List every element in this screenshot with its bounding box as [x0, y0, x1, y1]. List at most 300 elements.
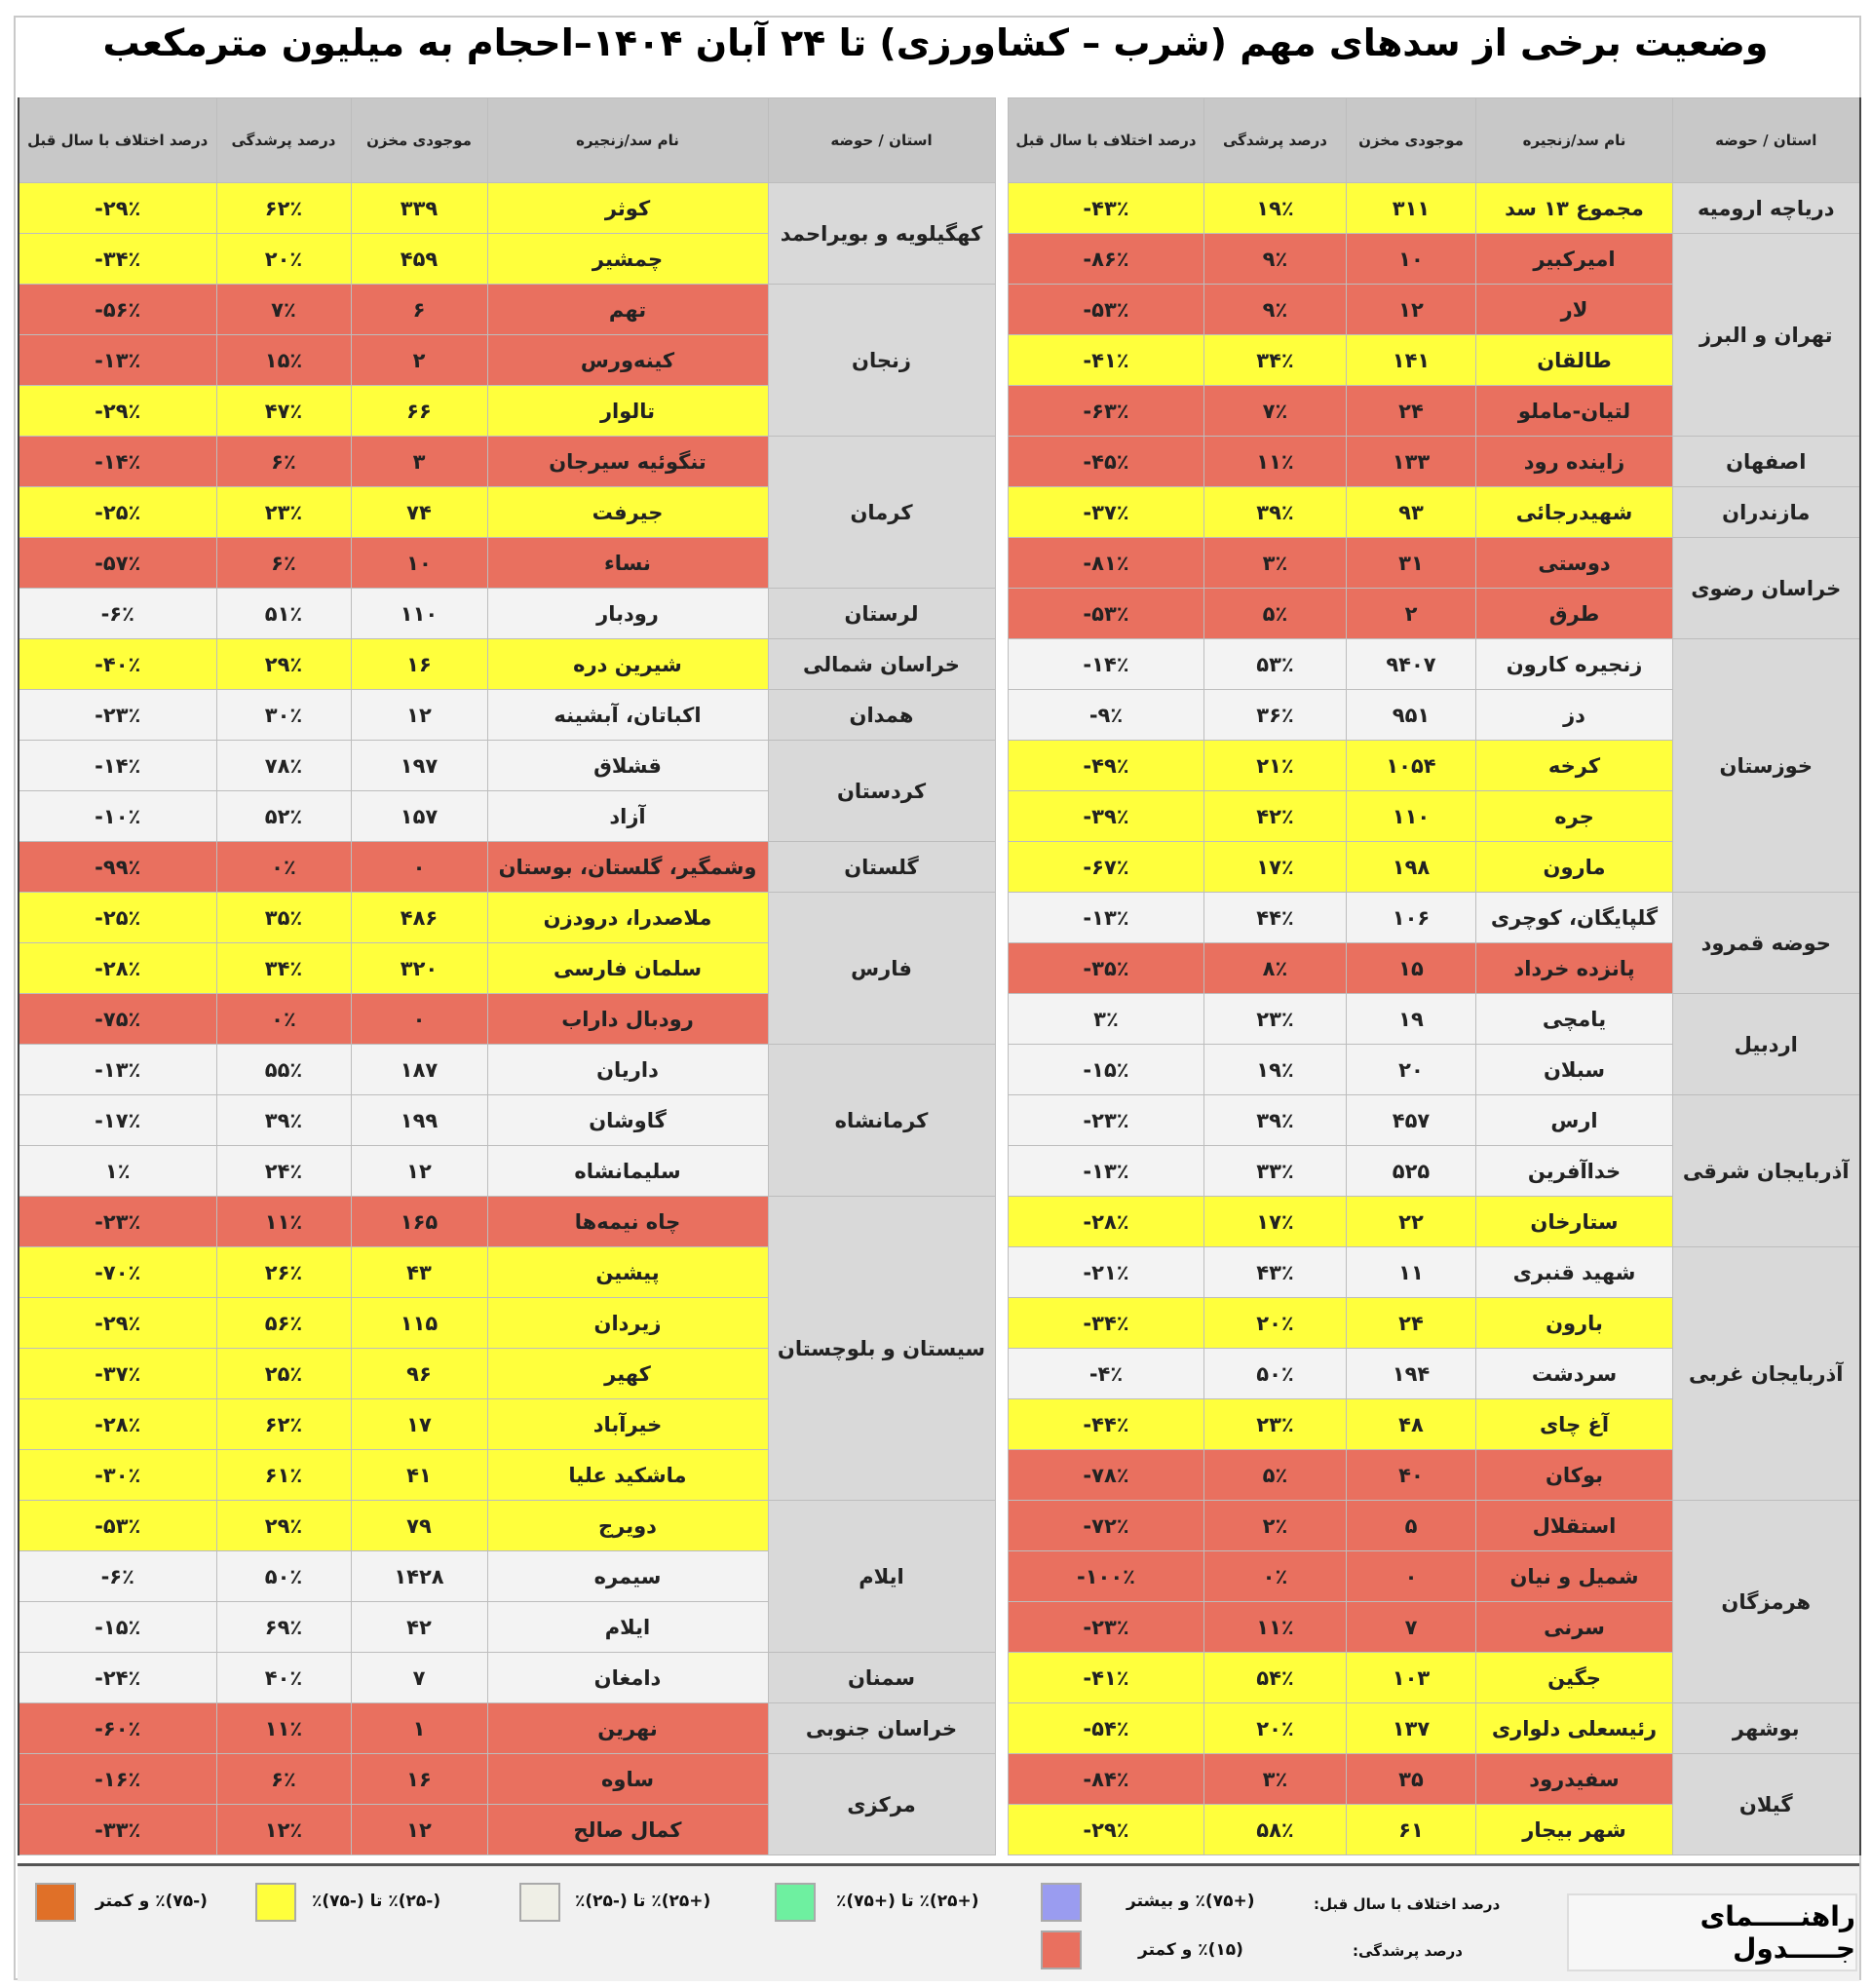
dam-name-cell: دامغان	[487, 1653, 768, 1703]
header-fill: درصد پرشدگی	[216, 98, 351, 183]
fill-percent-cell: ۴۲٪	[1204, 791, 1347, 842]
dam-name-cell: پیشین	[487, 1247, 768, 1298]
stock-cell: ۱۰۵۴	[1347, 741, 1476, 791]
fill-percent-cell: ۲۳٪	[1204, 994, 1347, 1045]
diff-percent-cell: -۱۴٪	[1009, 639, 1204, 690]
stock-cell: ۱۷	[351, 1399, 487, 1450]
header-dam: نام سد/زنجیره	[1476, 98, 1673, 183]
dam-name-cell: اکباتان، آبشینه	[487, 690, 768, 741]
province-cell: بوشهر	[1673, 1703, 1860, 1754]
dam-name-cell: شهید قنبری	[1476, 1247, 1673, 1298]
province-cell: حوضه قمرود	[1673, 893, 1860, 994]
stock-cell: ۴۸۶	[351, 893, 487, 943]
stock-cell: ۱۶۵	[351, 1197, 487, 1247]
diff-percent-cell: -۲۹٪	[19, 183, 216, 234]
diff-percent-cell: -۸۱٪	[1009, 538, 1204, 589]
fill-percent-cell: ۲۰٪	[1204, 1298, 1347, 1349]
province-cell: گلستان	[768, 842, 995, 893]
stock-cell: ۱۲	[351, 1146, 487, 1197]
fill-percent-cell: ۵۰٪	[216, 1551, 351, 1602]
stock-cell: ۱۱۰	[351, 589, 487, 639]
diff-percent-cell: -۷۰٪	[19, 1247, 216, 1298]
fill-percent-cell: ۰٪	[1204, 1551, 1347, 1602]
stock-cell: ۶	[351, 285, 487, 335]
province-cell: اردبیل	[1673, 994, 1860, 1095]
fill-percent-cell: ۳۵٪	[216, 893, 351, 943]
diff-percent-cell: -۵۷٪	[19, 538, 216, 589]
stock-cell: ۰	[1347, 1551, 1476, 1602]
stock-cell: ۱۹	[1347, 994, 1476, 1045]
dam-name-cell: کینه‌ورس	[487, 335, 768, 386]
dam-row	[19, 1045, 995, 1095]
stock-cell: ۲	[351, 335, 487, 386]
dam-name-cell: دویرج	[487, 1501, 768, 1551]
legend-diff-label: درصد اختلاف با سال قبل:	[1314, 1895, 1501, 1913]
dam-name-cell: سیمره	[487, 1551, 768, 1602]
fill-percent-cell: ۵۶٪	[216, 1298, 351, 1349]
dam-name-cell: کوثر	[487, 183, 768, 234]
stock-cell: ۱۳۷	[1347, 1703, 1476, 1754]
dam-row	[1009, 1754, 1860, 1805]
fill-percent-cell: ۱۷٪	[1204, 1197, 1347, 1247]
legend-fill-label: درصد پرشدگی:	[1353, 1942, 1463, 1960]
province-cell: فارس	[768, 893, 995, 1045]
dam-name-cell: رودبال داراب	[487, 994, 768, 1045]
dam-name-cell: لتیان-ماملو	[1476, 386, 1673, 437]
fill-percent-cell: ۲۳٪	[216, 487, 351, 538]
dam-name-cell: یامچی	[1476, 994, 1673, 1045]
stock-cell: ۱۹۴	[1347, 1349, 1476, 1399]
diff-percent-cell: -۳۷٪	[19, 1349, 216, 1399]
dam-name-cell: تهم	[487, 285, 768, 335]
dam-name-cell: شهر بیجار	[1476, 1805, 1673, 1855]
fill-percent-cell: ۵۴٪	[1204, 1653, 1347, 1703]
fill-percent-cell: ۵۰٪	[1204, 1349, 1347, 1399]
dam-name-cell: سردشت	[1476, 1349, 1673, 1399]
dam-name-cell: سلمان فارسی	[487, 943, 768, 994]
province-cell: کهگیلویه و بویراحمد	[768, 183, 995, 285]
fill-percent-cell: ۷٪	[1204, 386, 1347, 437]
diff-percent-cell: -۲۹٪	[19, 386, 216, 437]
dam-name-cell: مارون	[1476, 842, 1673, 893]
diff-percent-cell: -۲۸٪	[1009, 1197, 1204, 1247]
dam-row	[19, 639, 995, 690]
province-cell: خوزستان	[1673, 639, 1860, 893]
stock-cell: ۴۵۹	[351, 234, 487, 285]
diff-percent-cell: -۲۳٪	[19, 1197, 216, 1247]
fill-percent-cell: ۰٪	[216, 994, 351, 1045]
fill-percent-cell: ۲۰٪	[1204, 1703, 1347, 1754]
dam-name-cell: ستارخان	[1476, 1197, 1673, 1247]
diff-percent-cell: -۴۴٪	[1009, 1399, 1204, 1450]
diff-percent-cell: -۴۱٪	[1009, 335, 1204, 386]
fill-percent-cell: ۳٪	[1204, 538, 1347, 589]
fill-percent-cell: ۵۵٪	[216, 1045, 351, 1095]
stock-cell: ۳۱	[1347, 538, 1476, 589]
stock-cell: ۹۴۰۷	[1347, 639, 1476, 690]
dam-row	[1009, 639, 1860, 690]
stock-cell: ۳۳۹	[351, 183, 487, 234]
dam-row	[19, 741, 995, 791]
stock-cell: ۱۰	[351, 538, 487, 589]
stock-cell: ۷۹	[351, 1501, 487, 1551]
dam-row	[19, 437, 995, 487]
stock-cell: ۴۵۷	[1347, 1095, 1476, 1146]
dam-row	[19, 1754, 995, 1805]
fill-percent-cell: ۲۱٪	[1204, 741, 1347, 791]
dam-name-cell: شیرین دره	[487, 639, 768, 690]
dam-name-cell: جیرفت	[487, 487, 768, 538]
diff-percent-cell: -۳۴٪	[19, 234, 216, 285]
dam-name-cell: وشمگیر، گلستان، بوستان	[487, 842, 768, 893]
fill-percent-cell: ۳۶٪	[1204, 690, 1347, 741]
stock-cell: ۰	[351, 842, 487, 893]
dam-row	[1009, 893, 1860, 943]
diff-percent-cell: -۹٪	[1009, 690, 1204, 741]
fill-percent-cell: ۳۴٪	[1204, 335, 1347, 386]
stock-cell: ۱۳۳	[1347, 437, 1476, 487]
fill-percent-cell: ۴۰٪	[216, 1653, 351, 1703]
stock-cell: ۱۱۵	[351, 1298, 487, 1349]
stock-cell: ۱۲	[351, 1805, 487, 1855]
stock-cell: ۱۹۷	[351, 741, 487, 791]
dam-row	[1009, 487, 1860, 538]
fill-percent-cell: ۱۲٪	[216, 1805, 351, 1855]
stock-cell: ۱۴۲۸	[351, 1551, 487, 1602]
header-stock: موجودی مخزن	[1347, 98, 1476, 183]
stock-cell: ۴۳	[351, 1247, 487, 1298]
diff-percent-cell: -۳۹٪	[1009, 791, 1204, 842]
province-cell: همدان	[768, 690, 995, 741]
province-cell: آذربایجان شرقی	[1673, 1095, 1860, 1247]
diff-percent-cell: -۴۱٪	[1009, 1653, 1204, 1703]
dam-name-cell: نساء	[487, 538, 768, 589]
stock-cell: ۱۶	[351, 1754, 487, 1805]
dam-name-cell: زاینده رود	[1476, 437, 1673, 487]
dam-row	[19, 589, 995, 639]
dam-name-cell: استقلال	[1476, 1501, 1673, 1551]
dam-row	[19, 183, 995, 234]
legend-swatch-white	[519, 1883, 560, 1922]
stock-cell: ۲۴	[1347, 1298, 1476, 1349]
province-cell: کردستان	[768, 741, 995, 842]
diff-percent-cell: -۲۸٪	[19, 1399, 216, 1450]
stock-cell: ۲۰	[1347, 1045, 1476, 1095]
stock-cell: ۵	[1347, 1501, 1476, 1551]
dam-name-cell: بوکان	[1476, 1450, 1673, 1501]
diff-percent-cell: ۱٪	[19, 1146, 216, 1197]
dam-name-cell: رودبار	[487, 589, 768, 639]
diff-percent-cell: -۲۵٪	[19, 487, 216, 538]
diff-percent-cell: -۸۴٪	[1009, 1754, 1204, 1805]
dam-name-cell: گاوشان	[487, 1095, 768, 1146]
diff-percent-cell: -۶٪	[19, 589, 216, 639]
dam-name-cell: ایلام	[487, 1602, 768, 1653]
diff-percent-cell: -۷۵٪	[19, 994, 216, 1045]
fill-percent-cell: ۲۹٪	[216, 1501, 351, 1551]
diff-percent-cell: -۶۷٪	[1009, 842, 1204, 893]
fill-percent-cell: ۴۴٪	[1204, 893, 1347, 943]
dam-name-cell: زنجیره کارون	[1476, 639, 1673, 690]
stock-cell: ۹۳	[1347, 487, 1476, 538]
stock-cell: ۰	[351, 994, 487, 1045]
fill-percent-cell: ۱۱٪	[1204, 437, 1347, 487]
header-province: استان / حوضه	[768, 98, 995, 183]
dam-row	[19, 690, 995, 741]
fill-percent-cell: ۳٪	[1204, 1754, 1347, 1805]
dam-name-cell: سرنی	[1476, 1602, 1673, 1653]
stock-cell: ۷	[1347, 1602, 1476, 1653]
diff-percent-cell: -۵۳٪	[1009, 285, 1204, 335]
province-cell: مازندران	[1673, 487, 1860, 538]
diff-percent-cell: -۱۶٪	[19, 1754, 216, 1805]
fill-percent-cell: ۵۱٪	[216, 589, 351, 639]
stock-cell: ۱۰۶	[1347, 893, 1476, 943]
diff-percent-cell: -۷۸٪	[1009, 1450, 1204, 1501]
diff-percent-cell: -۲۵٪	[19, 893, 216, 943]
diff-percent-cell: -۲۸٪	[19, 943, 216, 994]
fill-percent-cell: ۸٪	[1204, 943, 1347, 994]
header-province: استان / حوضه	[1673, 98, 1860, 183]
stock-cell: ۱۶	[351, 639, 487, 690]
stock-cell: ۴۸	[1347, 1399, 1476, 1450]
header-row	[19, 98, 995, 183]
header-fill: درصد پرشدگی	[1204, 98, 1347, 183]
dam-name-cell: سلیمانشاه	[487, 1146, 768, 1197]
diff-percent-cell: -۱۰۰٪	[1009, 1551, 1204, 1602]
dam-name-cell: ماشکید علیا	[487, 1450, 768, 1501]
dam-row	[1009, 1501, 1860, 1551]
diff-percent-cell: -۲۹٪	[19, 1298, 216, 1349]
dam-name-cell: بارون	[1476, 1298, 1673, 1349]
stock-cell: ۱۱	[1347, 1247, 1476, 1298]
stock-cell: ۹۵۱	[1347, 690, 1476, 741]
dam-name-cell: کرخه	[1476, 741, 1673, 791]
dam-row	[1009, 183, 1860, 234]
dam-name-cell: ساوه	[487, 1754, 768, 1805]
province-cell: کرمانشاه	[768, 1045, 995, 1197]
dam-row	[19, 1653, 995, 1703]
province-cell: آذربایجان غربی	[1673, 1247, 1860, 1501]
diff-percent-cell: -۷۲٪	[1009, 1501, 1204, 1551]
fill-percent-cell: ۳۹٪	[216, 1095, 351, 1146]
province-cell: کرمان	[768, 437, 995, 589]
fill-percent-cell: ۳۹٪	[1204, 487, 1347, 538]
diff-percent-cell: -۱۳٪	[1009, 893, 1204, 943]
stock-cell: ۶۱	[1347, 1805, 1476, 1855]
dam-name-cell: تنگوئیه سیرجان	[487, 437, 768, 487]
header-diff: درصد اختلاف با سال قبل	[1009, 98, 1204, 183]
dam-row	[19, 1501, 995, 1551]
dam-row	[1009, 437, 1860, 487]
stock-cell: ۱۲	[351, 690, 487, 741]
stock-cell: ۲۲	[1347, 1197, 1476, 1247]
dam-name-cell: جگین	[1476, 1653, 1673, 1703]
fill-percent-cell: ۶۹٪	[216, 1602, 351, 1653]
fill-percent-cell: ۶۲٪	[216, 183, 351, 234]
diff-percent-cell: -۸۶٪	[1009, 234, 1204, 285]
dam-name-cell: شمیل و نیان	[1476, 1551, 1673, 1602]
diff-percent-cell: -۱۳٪	[19, 1045, 216, 1095]
dam-name-cell: خداآفرین	[1476, 1146, 1673, 1197]
diff-percent-cell: -۱۵٪	[19, 1602, 216, 1653]
province-cell: مرکزی	[768, 1754, 995, 1855]
dam-name-cell: امیرکبیر	[1476, 234, 1673, 285]
dam-row	[1009, 1247, 1860, 1298]
stock-cell: ۱۴۱	[1347, 335, 1476, 386]
province-cell: زنجان	[768, 285, 995, 437]
diff-percent-cell: -۴۳٪	[1009, 183, 1204, 234]
diff-percent-cell: -۵۳٪	[1009, 589, 1204, 639]
dam-name-cell: کمال صالح	[487, 1805, 768, 1855]
legend-label-blue: (+۷۵)٪ و بیشتر	[1126, 1892, 1255, 1911]
dam-name-cell: ارس	[1476, 1095, 1673, 1146]
stock-cell: ۳	[351, 437, 487, 487]
diff-percent-cell: -۱۴٪	[19, 741, 216, 791]
dam-name-cell: نهرین	[487, 1703, 768, 1754]
province-cell: تهران و البرز	[1673, 234, 1860, 437]
province-cell: خراسان جنوبی	[768, 1703, 995, 1754]
dam-name-cell: سبلان	[1476, 1045, 1673, 1095]
diff-percent-cell: -۲۳٪	[1009, 1095, 1204, 1146]
stock-cell: ۱۰	[1347, 234, 1476, 285]
stock-cell: ۹۶	[351, 1349, 487, 1399]
dam-name-cell: چمشیر	[487, 234, 768, 285]
diff-percent-cell: -۳۴٪	[1009, 1298, 1204, 1349]
legend-swatch-yellow	[255, 1883, 296, 1922]
diff-percent-cell: -۲۱٪	[1009, 1247, 1204, 1298]
dam-name-cell: مجموع ۱۳ سد	[1476, 183, 1673, 234]
stock-cell: ۴۱	[351, 1450, 487, 1501]
dam-name-cell: تالوار	[487, 386, 768, 437]
diff-percent-cell: -۳۷٪	[1009, 487, 1204, 538]
stock-cell: ۴۰	[1347, 1450, 1476, 1501]
fill-percent-cell: ۵٪	[1204, 589, 1347, 639]
diff-percent-cell: -۴۵٪	[1009, 437, 1204, 487]
table-legend	[18, 1863, 1859, 1981]
dam-name-cell: پانزده خرداد	[1476, 943, 1673, 994]
dam-row	[19, 1197, 995, 1247]
diff-percent-cell: -۱۵٪	[1009, 1045, 1204, 1095]
dam-name-cell: لار	[1476, 285, 1673, 335]
stock-cell: ۲	[1347, 589, 1476, 639]
dam-name-cell: جره	[1476, 791, 1673, 842]
fill-percent-cell: ۵۲٪	[216, 791, 351, 842]
dam-row	[19, 893, 995, 943]
province-cell: دریاچه ارومیه	[1673, 183, 1860, 234]
fill-percent-cell: ۷٪	[216, 285, 351, 335]
dam-name-cell: کهیر	[487, 1349, 768, 1399]
fill-percent-cell: ۲۴٪	[216, 1146, 351, 1197]
province-cell: سیستان و بلوچستان	[768, 1197, 995, 1501]
fill-percent-cell: ۹٪	[1204, 285, 1347, 335]
fill-percent-cell: ۵۸٪	[1204, 1805, 1347, 1855]
fill-percent-cell: ۶۱٪	[216, 1450, 351, 1501]
stock-cell: ۱۹۹	[351, 1095, 487, 1146]
stock-cell: ۲۴	[1347, 386, 1476, 437]
dam-name-cell: سفیدرود	[1476, 1754, 1673, 1805]
dam-row	[19, 1703, 995, 1754]
stock-cell: ۳۵	[1347, 1754, 1476, 1805]
stock-cell: ۴۲	[351, 1602, 487, 1653]
fill-percent-cell: ۲۵٪	[216, 1349, 351, 1399]
diff-percent-cell: -۵۴٪	[1009, 1703, 1204, 1754]
fill-percent-cell: ۳۳٪	[1204, 1146, 1347, 1197]
fill-percent-cell: ۶۲٪	[216, 1399, 351, 1450]
legend-label-green: (+۲۵)٪ تا (+۷۵)٪	[836, 1892, 979, 1911]
province-cell: لرستان	[768, 589, 995, 639]
diff-percent-cell: -۳۵٪	[1009, 943, 1204, 994]
header-diff: درصد اختلاف با سال قبل	[19, 98, 216, 183]
diff-percent-cell: -۱۰٪	[19, 791, 216, 842]
fill-percent-cell: ۱۱٪	[216, 1197, 351, 1247]
diff-percent-cell: ۳٪	[1009, 994, 1204, 1045]
stock-cell: ۶۶	[351, 386, 487, 437]
fill-percent-cell: ۴۳٪	[1204, 1247, 1347, 1298]
legend-label-white: (+۲۵)٪ تا (-۲۵)٪	[575, 1892, 711, 1911]
diff-percent-cell: -۲۹٪	[1009, 1805, 1204, 1855]
stock-cell: ۱۸۷	[351, 1045, 487, 1095]
fill-percent-cell: ۵٪	[1204, 1450, 1347, 1501]
fill-percent-cell: ۹٪	[1204, 234, 1347, 285]
legend-label-yellow: (-۲۵)٪ تا (-۷۵)٪	[312, 1892, 441, 1911]
fill-percent-cell: ۱۱٪	[1204, 1602, 1347, 1653]
diff-percent-cell: -۴۹٪	[1009, 741, 1204, 791]
stock-cell: ۵۲۵	[1347, 1146, 1476, 1197]
fill-percent-cell: ۱۹٪	[1204, 183, 1347, 234]
diff-percent-cell: -۵۶٪	[19, 285, 216, 335]
diff-percent-cell: -۶٪	[19, 1551, 216, 1602]
dam-name-cell: شهیدرجائی	[1476, 487, 1673, 538]
diff-percent-cell: -۴۰٪	[19, 639, 216, 690]
dam-row	[1009, 234, 1860, 285]
fill-percent-cell: ۲٪	[1204, 1501, 1347, 1551]
diff-percent-cell: -۴٪	[1009, 1349, 1204, 1399]
legend-swatch-green	[775, 1883, 816, 1922]
header-row	[1009, 98, 1860, 183]
diff-percent-cell: -۲۳٪	[1009, 1602, 1204, 1653]
dam-row	[19, 285, 995, 335]
fill-percent-cell: ۱۷٪	[1204, 842, 1347, 893]
diff-percent-cell: -۵۳٪	[19, 1501, 216, 1551]
diff-percent-cell: -۹۹٪	[19, 842, 216, 893]
dam-name-cell: دز	[1476, 690, 1673, 741]
dam-name-cell: دوستی	[1476, 538, 1673, 589]
fill-percent-cell: ۷۸٪	[216, 741, 351, 791]
legend-swatch-orange	[35, 1883, 76, 1922]
diff-percent-cell: -۱۴٪	[19, 437, 216, 487]
diff-percent-cell: -۶۳٪	[1009, 386, 1204, 437]
dam-name-cell: طرق	[1476, 589, 1673, 639]
diff-percent-cell: -۲۴٪	[19, 1653, 216, 1703]
stock-cell: ۱۲	[1347, 285, 1476, 335]
dam-row	[1009, 994, 1860, 1045]
province-cell: ایلام	[768, 1501, 995, 1653]
diff-percent-cell: -۱۷٪	[19, 1095, 216, 1146]
fill-percent-cell: ۱۵٪	[216, 335, 351, 386]
page-title: وضعیت برخی از سدهای مهم (شرب – کشاورزی) تا ۲۴ آبان ۱۴۰۴–احجام به میلیون مترمکعب	[102, 21, 1769, 64]
fill-percent-cell: ۲۶٪	[216, 1247, 351, 1298]
legend-swatch-red	[1041, 1931, 1082, 1969]
fill-percent-cell: ۶٪	[216, 1754, 351, 1805]
stock-cell: ۷	[351, 1653, 487, 1703]
diff-percent-cell: -۶۰٪	[19, 1703, 216, 1754]
legend-swatch-blue	[1041, 1883, 1082, 1922]
stock-cell: ۳۲۰	[351, 943, 487, 994]
diff-percent-cell: -۲۳٪	[19, 690, 216, 741]
stock-cell: ۳۱۱	[1347, 183, 1476, 234]
province-cell: خراسان رضوی	[1673, 538, 1860, 639]
